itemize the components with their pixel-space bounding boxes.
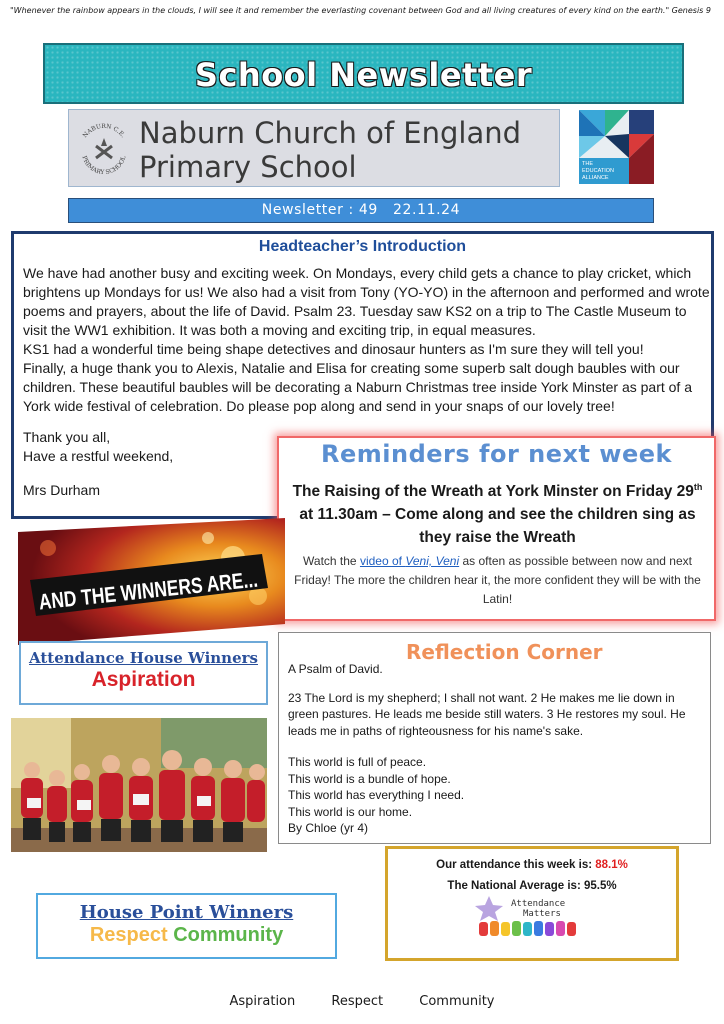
- poem-line: This world is our home.: [288, 804, 413, 819]
- svg-text:NABURN C.E.: NABURN C.E.: [81, 122, 127, 140]
- psalm-text: 23 The Lord is my shepherd; I shall not want. 2 He makes me lie down in green pastures. He leads me beside still waters. 3 He restores my soul. He leads me in paths of righteousness for his name's sake.: [288, 690, 686, 738]
- attendance-house-label: Attendance House Winners: [29, 649, 258, 667]
- psalm-heading: A Psalm of David.: [288, 662, 383, 676]
- reflection-text: [288, 661, 708, 837]
- poem-author: By Chloe (yr 4): [288, 821, 369, 835]
- value-respect: Respect: [331, 994, 384, 1009]
- newsletter-title-banner: [43, 43, 684, 104]
- intro-paragraph: We have had another busy and exciting week. On Mondays, every child gets a chance to play cricket, which brightens up Mondays for us! We also had a visit from Tony (YO-YO) in the afternoon and performed and wrote poems and prayers, about the life of David. Psalm 23. Tuesday saw KS2 on a trip to The Castle Museum to visit the WW1 exhibition. It was both a moving and exciting trip, in equal measures.: [23, 265, 710, 338]
- reflection-corner: [278, 632, 711, 844]
- school-crest-icon: [74, 116, 134, 178]
- reminders-box: [277, 436, 716, 621]
- house-point-winners: [36, 893, 337, 959]
- poem-line: This world is a bundle of hope.: [288, 771, 451, 786]
- veni-veni-video-link[interactable]: video of Veni, Veni: [359, 554, 460, 568]
- svg-text:Matters: Matters: [523, 909, 561, 919]
- intro-title: Headteacher’s Introduction: [258, 238, 467, 255]
- school-values-footer: [0, 994, 724, 1009]
- attendance-house-winner: Aspiration: [91, 668, 196, 691]
- value-community: Community: [419, 994, 495, 1009]
- attendance-house-winners: [19, 641, 268, 705]
- attendance-box: [385, 846, 679, 961]
- intro-paragraph: KS1 had a wonderful time being shape detectives and dinosaur hunters as I'm sure they will tell you!: [23, 341, 644, 357]
- intro-text: [23, 264, 713, 416]
- intro-signoff: Mrs Durham: [23, 482, 101, 498]
- house-point-winner-names: Respect Community: [89, 924, 284, 946]
- newsletter-number: Newsletter : 49 22.11.24: [261, 202, 461, 218]
- wreath-announcement: The Raising of the Wreath at York Minster on Friday 29th at 11.30am – Come along and see the children sing as they raise the Wreath: [292, 482, 703, 547]
- svg-text:Attendance: Attendance: [511, 899, 566, 909]
- national-average: The National Average is: 95.5%: [447, 880, 617, 892]
- svg-text:ALLIANCE: ALLIANCE: [582, 175, 609, 181]
- genesis-quote: "Whenever the rainbow appears in the clouds, I will see it and remember the everlasting covenant between God and all living creatures of every kind on the earth." Genesis 9: [10, 6, 711, 15]
- school-name: [139, 116, 521, 184]
- attendance-this-week: Our attendance this week is: 88.1%: [436, 859, 628, 871]
- education-alliance-icon: [579, 110, 654, 184]
- attendance-matters-logo-icon: [467, 894, 597, 938]
- svg-text:THE: THE: [582, 161, 593, 167]
- poem-line: This world is full of peace.: [288, 755, 427, 769]
- value-aspiration: Aspiration: [229, 994, 296, 1009]
- winners-banner-text: AND THE WINNERS ARE...: [37, 560, 317, 615]
- page-title: School Newsletter: [194, 56, 533, 94]
- svg-text:PRIMARY SCHOOL: PRIMARY SCHOOL: [80, 155, 128, 177]
- school-name-line2: Primary School: [139, 150, 357, 184]
- poem-line: This world has everything I need.: [288, 788, 465, 802]
- education-alliance-logo: [579, 110, 654, 184]
- intro-paragraph: Finally, a huge thank you to Alexis, Natalie and Elisa for creating some superb salt dough baubles with our children. These beautiful baubles will be decorating a Naburn Christmas tree inside York Minster as part of a York wide festival of celebration. Do please pop along and send in your snaps of our lovely tree!: [23, 360, 692, 414]
- reminders-title: Reminders for next week: [321, 440, 672, 468]
- school-name-line1: Naburn Church of England: [139, 116, 521, 150]
- attendance-value: 88.1%: [595, 859, 628, 871]
- house-point-label: House Point Winners: [79, 902, 294, 923]
- newsletter-number-bar: [68, 198, 654, 223]
- reflection-title: Reflection Corner: [406, 640, 603, 664]
- winners-banner-image: [18, 518, 317, 645]
- intro-weekend: Have a restful weekend,: [23, 448, 174, 464]
- intro-thanks: Thank you all,: [23, 429, 111, 445]
- winners-class-photo: [11, 718, 267, 852]
- school-name-box: [68, 109, 560, 187]
- svg-text:EDUCATION: EDUCATION: [582, 168, 614, 174]
- veni-veni-note: Watch the video of Veni, Veni as often as possible between now and next Friday! The more the children hear it, the more confident they will be with the Latin!: [294, 554, 701, 606]
